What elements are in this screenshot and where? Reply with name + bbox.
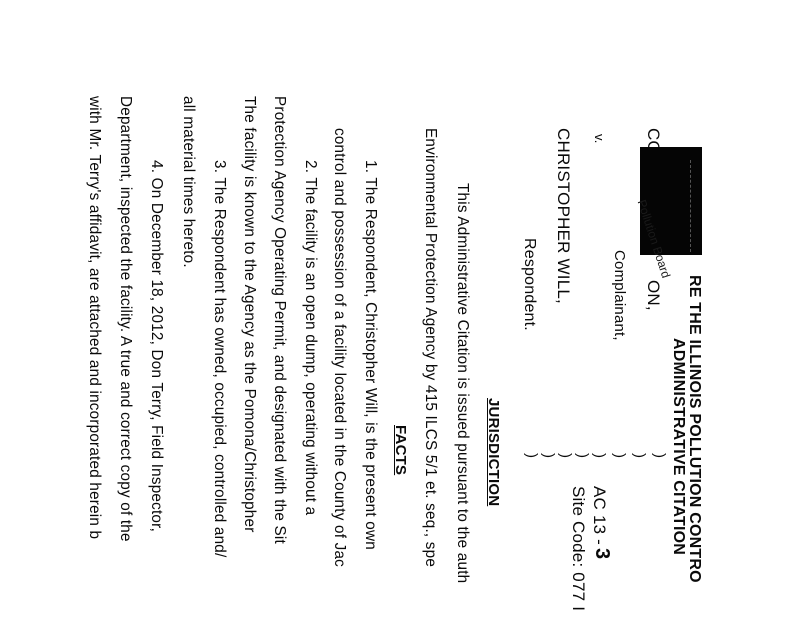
caption-paren: ) bbox=[574, 453, 591, 459]
received-stamp bbox=[690, 160, 753, 252]
facts-paragraph-line: The facility is known to the Agency as the Pomona/Christopher bbox=[241, 96, 258, 533]
caption-paren: ) bbox=[591, 453, 608, 459]
facts-paragraph-line: 3. The Respondent has owned, occupied, controlled and/ bbox=[211, 160, 228, 558]
site-code: Site Code: 077 I bbox=[569, 486, 588, 612]
facts-paragraph-line: with Mr. Terry's affidavit, are attached and incorporated herein b bbox=[86, 96, 103, 540]
citation-title: ADMINISTRATIVE CITATION bbox=[670, 338, 687, 556]
jurisdiction-heading: JURISDICTION bbox=[485, 398, 502, 507]
facts-paragraph-line: Protection Agency Operating Permit, and designated with the Sit bbox=[271, 96, 288, 544]
caption-paren: ) bbox=[651, 453, 668, 459]
respondent-name: CHRISTOPHER WILL, bbox=[554, 128, 573, 304]
versus-label: v. bbox=[592, 134, 607, 144]
board-title: RE THE ILLINOIS POLLUTION CONTRO bbox=[686, 275, 703, 583]
case-number-label: AC 13 - bbox=[590, 486, 609, 546]
jurisdiction-line: Environmental Protection Agency by 415 ILCS 5/1 et. seq., spe bbox=[422, 128, 439, 568]
facts-paragraph-line: all material times hereto. bbox=[180, 96, 197, 268]
facts-heading: FACTS bbox=[392, 425, 409, 476]
facts-paragraph-line: control and possession of a facility located in the County of Jac bbox=[331, 128, 348, 568]
caption-paren: ) bbox=[557, 453, 574, 459]
facts-paragraph-line: Department, inspected the facility. A true and correct copy of the bbox=[117, 96, 134, 542]
facts-paragraph-line: 2. The facility is an open dump, operating without a bbox=[302, 160, 319, 516]
case-number-value: 3 bbox=[591, 548, 613, 560]
stamp-text: Pollution Board bbox=[634, 198, 674, 280]
jurisdiction-line: This Administrative Citation is issued pursuant to the auth bbox=[454, 183, 471, 584]
facts-paragraph-line: 4. On December 18, 2012, Don Terry, Field Inspector, bbox=[148, 160, 165, 533]
complainant-role: Complainant, bbox=[611, 250, 628, 341]
facts-paragraph-line: 1. The Respondent, Christopher Will, is the present own bbox=[362, 160, 379, 550]
caption-paren: ) bbox=[523, 453, 540, 459]
caption-paren: ) bbox=[631, 453, 648, 459]
respondent-role: Respondent. bbox=[521, 238, 538, 331]
complainant-suffix: ON, bbox=[644, 280, 663, 311]
caption-paren: ) bbox=[540, 453, 557, 459]
caption-paren: ) bbox=[611, 453, 628, 459]
